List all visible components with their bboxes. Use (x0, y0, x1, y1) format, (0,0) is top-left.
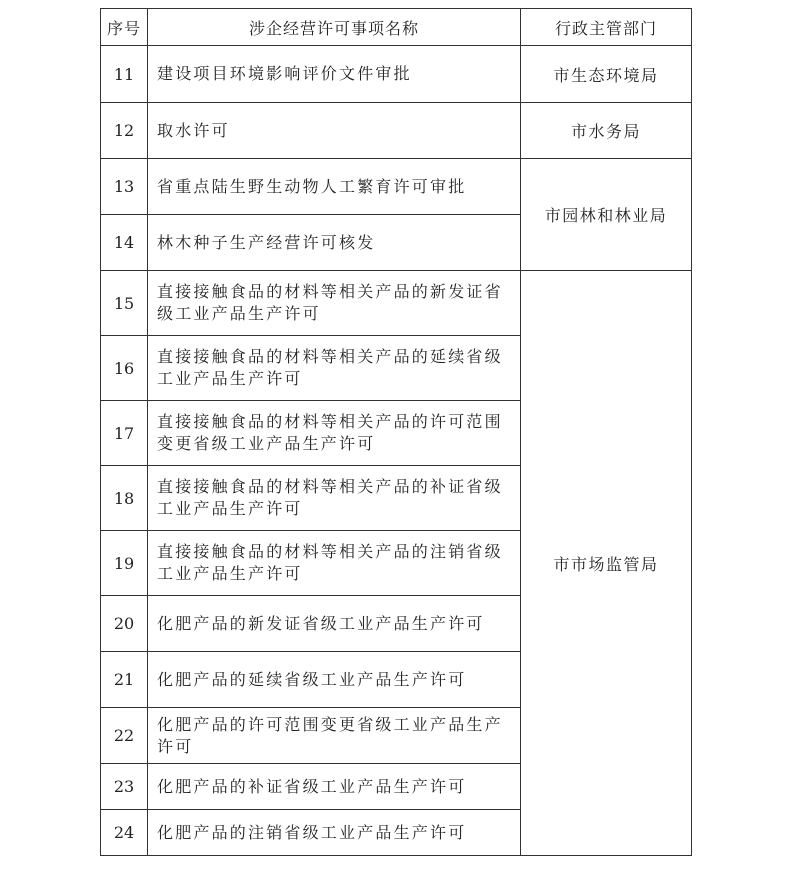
header-department: 行政主管部门 (521, 9, 692, 46)
row-name: 化肥产品的新发证省级工业产品生产许可 (148, 596, 521, 652)
row-department: 市市场监管局 (521, 271, 692, 856)
table-row (101, 271, 692, 336)
row-name: 化肥产品的补证省级工业产品生产许可 (148, 764, 521, 810)
header-name: 涉企经营许可事项名称 (148, 9, 521, 46)
permit-table (100, 8, 692, 856)
row-department: 市园林和林业局 (521, 159, 692, 271)
row-number: 24 (101, 810, 148, 856)
row-number: 20 (101, 596, 148, 652)
row-number: 13 (101, 159, 148, 215)
row-number: 19 (101, 531, 148, 596)
row-number: 21 (101, 652, 148, 708)
header-number: 序号 (101, 9, 148, 46)
row-department: 市水务局 (521, 103, 692, 159)
row-name: 化肥产品的许可范围变更省级工业产品生产许可 (148, 708, 521, 764)
row-number: 17 (101, 401, 148, 466)
row-name: 直接接触食品的材料等相关产品的新发证省级工业产品生产许可 (148, 271, 521, 336)
row-number: 14 (101, 215, 148, 271)
table-row (101, 46, 692, 103)
row-number: 15 (101, 271, 148, 336)
table-row (101, 159, 692, 215)
row-number: 23 (101, 764, 148, 810)
row-name: 化肥产品的注销省级工业产品生产许可 (148, 810, 521, 856)
row-name: 直接接触食品的材料等相关产品的注销省级工业产品生产许可 (148, 531, 521, 596)
row-name: 取水许可 (148, 103, 521, 159)
row-name: 直接接触食品的材料等相关产品的延续省级工业产品生产许可 (148, 336, 521, 401)
table-row (101, 103, 692, 159)
row-name: 林木种子生产经营许可核发 (148, 215, 521, 271)
row-name: 直接接触食品的材料等相关产品的补证省级工业产品生产许可 (148, 466, 521, 531)
row-number: 16 (101, 336, 148, 401)
row-department: 市生态环境局 (521, 46, 692, 103)
row-name: 建设项目环境影响评价文件审批 (148, 46, 521, 103)
row-number: 11 (101, 46, 148, 103)
row-number: 22 (101, 708, 148, 764)
header-row (101, 9, 692, 46)
row-number: 12 (101, 103, 148, 159)
row-name: 化肥产品的延续省级工业产品生产许可 (148, 652, 521, 708)
row-number: 18 (101, 466, 148, 531)
row-name: 省重点陆生野生动物人工繁育许可审批 (148, 159, 521, 215)
row-name: 直接接触食品的材料等相关产品的许可范围变更省级工业产品生产许可 (148, 401, 521, 466)
